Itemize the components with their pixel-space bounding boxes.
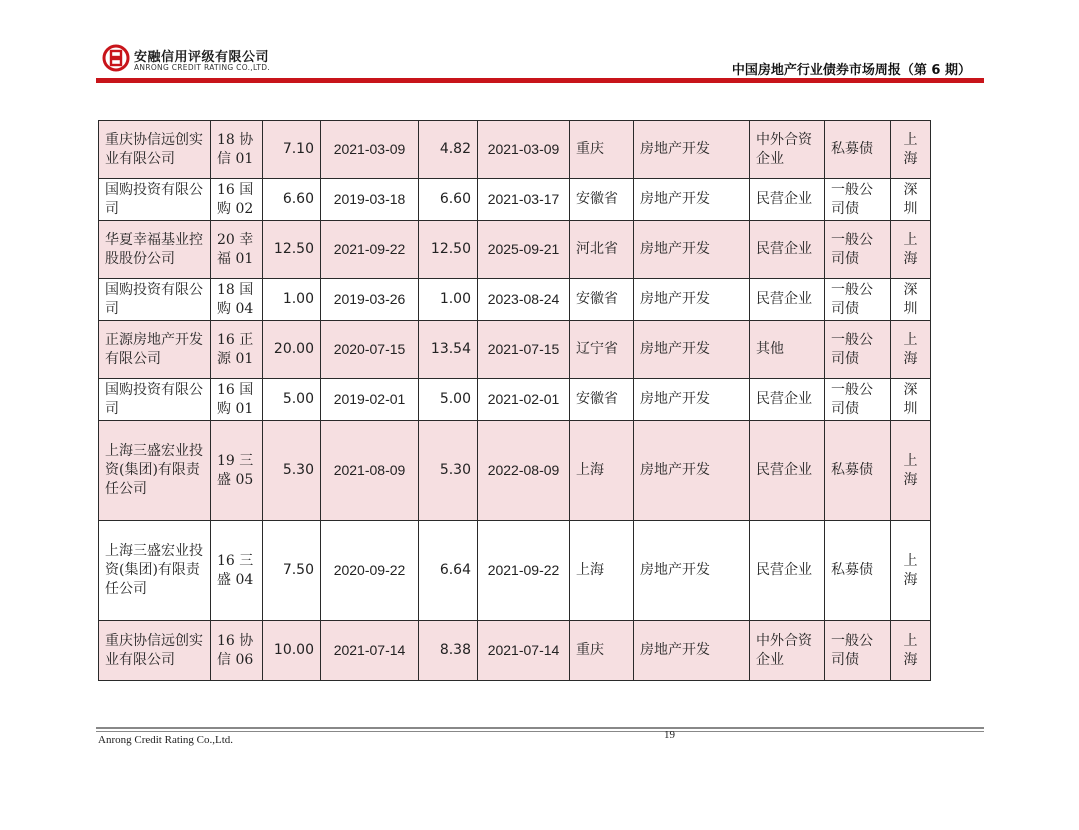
table-row [99, 379, 931, 421]
cell-issuer: 华夏幸福基业控股股份公司 [99, 221, 211, 279]
cell-bond: 18 协信 01 [211, 121, 263, 179]
cell-balance: 1.00 [419, 279, 478, 321]
cell-issue-date: 2021-03-09 [321, 121, 419, 179]
cell-exchange: 上海 [891, 321, 931, 379]
cell-issuer: 国购投资有限公司 [99, 379, 211, 421]
cell-bond-type: 一般公司债 [825, 321, 891, 379]
cell-maturity: 2025-09-21 [478, 221, 570, 279]
company-name-en: ANRONG CREDIT RATING CO.,LTD. [134, 63, 271, 72]
table-row [99, 421, 931, 521]
cell-issuer: 重庆协信远创实业有限公司 [99, 121, 211, 179]
page-header [0, 0, 1079, 90]
cell-bond: 20 幸福 01 [211, 221, 263, 279]
bond-table [98, 120, 931, 681]
cell-maturity: 2021-07-15 [478, 321, 570, 379]
cell-issue-date: 2020-07-15 [321, 321, 419, 379]
cell-amount: 7.10 [263, 121, 321, 179]
header-divider [96, 78, 984, 83]
table-row [99, 221, 931, 279]
cell-issuer: 重庆协信远创实业有限公司 [99, 621, 211, 681]
cell-issuer: 国购投资有限公司 [99, 279, 211, 321]
cell-bond-type: 私募债 [825, 521, 891, 621]
cell-region: 重庆 [570, 121, 634, 179]
cell-amount: 7.50 [263, 521, 321, 621]
cell-exchange: 上海 [891, 621, 931, 681]
cell-region: 上海 [570, 421, 634, 521]
cell-bond-type: 一般公司债 [825, 179, 891, 221]
cell-region: 辽宁省 [570, 321, 634, 379]
cell-bond-type: 一般公司债 [825, 221, 891, 279]
cell-amount: 6.60 [263, 179, 321, 221]
cell-balance: 6.60 [419, 179, 478, 221]
cell-balance: 5.30 [419, 421, 478, 521]
cell-industry: 房地产开发 [634, 221, 750, 279]
cell-ownership: 其他 [750, 321, 825, 379]
table-row [99, 321, 931, 379]
cell-exchange: 深圳 [891, 379, 931, 421]
table-row [99, 521, 931, 621]
footer-divider [96, 727, 984, 729]
cell-exchange: 深圳 [891, 279, 931, 321]
anrong-logo-icon [102, 44, 130, 72]
cell-bond-type: 私募债 [825, 421, 891, 521]
cell-ownership: 民营企业 [750, 279, 825, 321]
cell-balance: 12.50 [419, 221, 478, 279]
cell-bond: 16 协信 06 [211, 621, 263, 681]
cell-issue-date: 2021-07-14 [321, 621, 419, 681]
cell-issue-date: 2021-09-22 [321, 221, 419, 279]
cell-amount: 12.50 [263, 221, 321, 279]
table-row [99, 621, 931, 681]
company-name-cn: 安融信用评级有限公司 [134, 50, 270, 65]
cell-bond-type: 私募债 [825, 121, 891, 179]
cell-issue-date: 2019-03-26 [321, 279, 419, 321]
cell-amount: 5.30 [263, 421, 321, 521]
cell-bond: 19 三盛 05 [211, 421, 263, 521]
cell-exchange: 上海 [891, 221, 931, 279]
cell-ownership: 中外合资企业 [750, 621, 825, 681]
cell-ownership: 中外合资企业 [750, 121, 825, 179]
cell-bond-type: 一般公司债 [825, 379, 891, 421]
cell-issue-date: 2019-03-18 [321, 179, 419, 221]
cell-issue-date: 2021-08-09 [321, 421, 419, 521]
footer-company: Anrong Credit Rating Co.,Ltd. [98, 734, 234, 746]
cell-industry: 房地产开发 [634, 179, 750, 221]
cell-issuer: 国购投资有限公司 [99, 179, 211, 221]
table-row [99, 121, 931, 179]
cell-bond: 16 国购 02 [211, 179, 263, 221]
cell-exchange: 上海 [891, 521, 931, 621]
cell-region: 河北省 [570, 221, 634, 279]
cell-bond: 16 国购 01 [211, 379, 263, 421]
cell-ownership: 民营企业 [750, 379, 825, 421]
cell-industry: 房地产开发 [634, 621, 750, 681]
cell-bond-type: 一般公司债 [825, 279, 891, 321]
cell-amount: 5.00 [263, 379, 321, 421]
cell-region: 重庆 [570, 621, 634, 681]
page-number: 19 [664, 729, 675, 741]
cell-region: 安徽省 [570, 179, 634, 221]
cell-maturity: 2021-03-09 [478, 121, 570, 179]
cell-balance: 6.64 [419, 521, 478, 621]
cell-maturity: 2023-08-24 [478, 279, 570, 321]
cell-ownership: 民营企业 [750, 521, 825, 621]
cell-issue-date: 2020-09-22 [321, 521, 419, 621]
cell-industry: 房地产开发 [634, 279, 750, 321]
cell-bond: 16 三盛 04 [211, 521, 263, 621]
table-row [99, 279, 931, 321]
cell-balance: 5.00 [419, 379, 478, 421]
cell-issuer: 上海三盛宏业投资(集团)有限责任公司 [99, 421, 211, 521]
cell-bond: 16 正源 01 [211, 321, 263, 379]
cell-industry: 房地产开发 [634, 321, 750, 379]
cell-exchange: 上海 [891, 121, 931, 179]
cell-issuer: 正源房地产开发有限公司 [99, 321, 211, 379]
cell-industry: 房地产开发 [634, 121, 750, 179]
cell-bond: 18 国购 04 [211, 279, 263, 321]
cell-industry: 房地产开发 [634, 421, 750, 521]
cell-issue-date: 2019-02-01 [321, 379, 419, 421]
cell-region: 上海 [570, 521, 634, 621]
cell-region: 安徽省 [570, 379, 634, 421]
cell-balance: 8.38 [419, 621, 478, 681]
footer-divider-thin [96, 731, 984, 732]
cell-ownership: 民营企业 [750, 221, 825, 279]
cell-issuer: 上海三盛宏业投资(集团)有限责任公司 [99, 521, 211, 621]
cell-amount: 10.00 [263, 621, 321, 681]
cell-ownership: 民营企业 [750, 421, 825, 521]
report-title: 中国房地产行业债券市场周报（第 6 期） [731, 63, 971, 78]
cell-balance: 4.82 [419, 121, 478, 179]
cell-ownership: 民营企业 [750, 179, 825, 221]
cell-amount: 20.00 [263, 321, 321, 379]
cell-maturity: 2021-07-14 [478, 621, 570, 681]
cell-balance: 13.54 [419, 321, 478, 379]
cell-maturity: 2021-09-22 [478, 521, 570, 621]
cell-bond-type: 一般公司债 [825, 621, 891, 681]
cell-exchange: 深圳 [891, 179, 931, 221]
cell-maturity: 2021-03-17 [478, 179, 570, 221]
cell-maturity: 2022-08-09 [478, 421, 570, 521]
cell-maturity: 2021-02-01 [478, 379, 570, 421]
cell-region: 安徽省 [570, 279, 634, 321]
cell-amount: 1.00 [263, 279, 321, 321]
cell-industry: 房地产开发 [634, 379, 750, 421]
cell-industry: 房地产开发 [634, 521, 750, 621]
cell-exchange: 上海 [891, 421, 931, 521]
table-row [99, 179, 931, 221]
